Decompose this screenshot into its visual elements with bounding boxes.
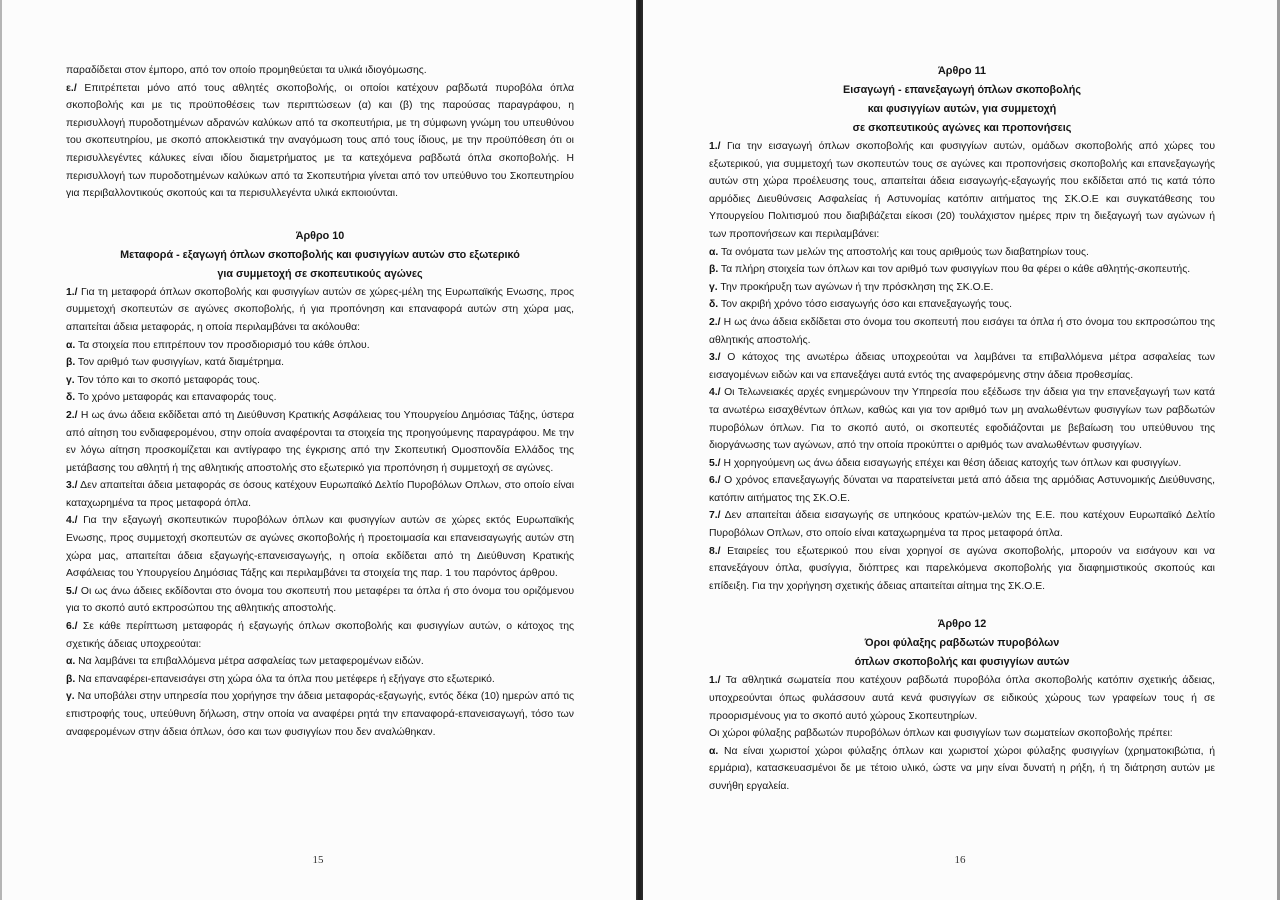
paragraph (66, 583, 574, 618)
paragraph-label: γ. (66, 691, 75, 703)
article-12-number: Άρθρο 12 (937, 618, 987, 631)
paragraph-label: 3./ (66, 480, 78, 492)
article-10-body (66, 284, 574, 741)
paragraph-label: δ. (66, 392, 76, 404)
paragraph-text: Τον τόπο και το σκοπό μεταφοράς τους. (74, 374, 260, 386)
article-12-body (709, 672, 1215, 795)
paragraph-text: Τα αθλητικά σωματεία που κατέχουν ραβδωτά πυροβόλα όπλα σκοποβολής κατόπιν σχετικής άδειας, υποχρεούνται όπως φυλάσσουν αυτά κενά φυσιγγίων σε ειδικούς χώρους των γραφείων τους ή σε προορισμένους για το σκοπό αυτό χώρους Σκοπευτηρίων. (709, 675, 1215, 722)
paragraph-label: 1./ (709, 675, 721, 687)
paragraph-label: 6./ (709, 475, 721, 487)
article-title-line: Μεταφορά - εξαγωγή όπλων σκοποβολής και φυσιγγίων αυτών στο εξωτερικό (120, 248, 520, 261)
page-number-right: 16 (954, 854, 966, 866)
paragraph (66, 372, 574, 390)
paragraph-label: 4./ (66, 515, 78, 527)
paragraph-text: Να υποβάλει στην υπηρεσία που χορήγησε την άδεια μεταφοράς-εξαγωγής, εντός δέκα (10) ημερών από τις επιστροφής τους, υπεύθυνη δήλωση, στην οποία να αναφέρει ρητά την επαναφορά-επανεισαγωγή, τόσο των αναφερομένων στην άδεια όπλων, όσο και των φυσιγγίων που δεν αναλώθηκαν. (66, 691, 574, 738)
paragraph-text: Οι χώροι φύλαξης ραβδωτών πυροβόλων όπλων και φυσιγγίων των σωματείων σκοποβολής πρέπει: (709, 728, 1173, 740)
paragraph-text: Οι Τελωνειακές αρχές ενημερώνουν την Υπηρεσία που εξέδωσε την άδεια για την επανεξαγωγή των κατά τα ανωτέρω εισαχθέντων όπλων, καθώς και για τον αριθμό των μη αναλωθέντων φυσιγγίων των ραβδωτών πυροβόλων όπλων. Για το σκοπό αυτό, οι σκοπευτές εφοδιάζονται με βεβαίωση του υπεύθυνου της διοργάνωσης των αγώνων, από την οποία προκύπτει ο αριθμός των αναλωθέντων φυσιγγίων. (709, 387, 1215, 452)
paragraph (66, 618, 574, 653)
paragraph-text: Τον ακριβή χρόνο τόσο εισαγωγής όσο και επανεξαγωγής τους. (718, 299, 1013, 311)
paragraph-text: Τα στοιχεία που επιτρέπουν τον προσδιορισμό του κάθε όπλου. (75, 339, 370, 351)
paragraph-text: Δεν απαιτείται άδεια εισαγωγής σε υπηκόους κρατών-μελών της Ε.Ε. που κατέχουν Ευρωπαϊκό Δελτίο Πυροβόλων Οπλων, στο οποίο είναι καταχωρημένα τα προς μεταφορά όπλα. (709, 510, 1215, 540)
paragraph-text: Να επαναφέρει-επανεισάγει στη χώρα όλα τα όπλα που μετέφερε ή εξήγαγε στο εξωτερικό. (75, 673, 495, 685)
article-title-line: Όροι φύλαξης ραβδωτών πυροβόλων (864, 637, 1060, 650)
paragraph-text: Η ως άνω άδεια εκδίδεται από τη Διεύθυνση Κρατικής Ασφάλειας του Υπουργείου Δημόσιας Τάξης, ύστερα από αίτηση του ενδιαφερομένου, στην οποία αναφέρονται τα στοιχεία της προηγούμενης παραγράφου. Με την εν λόγω αίτηση προσκομίζεται και αντίγραφο της έγκρισης από την Σκοπευτική Ομοσπονδία Ελλάδος της μετάβασης του αθλητή ή της αθλητικής αποστολής στο εξωτερικό για προπόνηση ή συμμετοχή σε αγώνες. (66, 409, 574, 474)
paragraph (66, 62, 574, 80)
paragraph (709, 725, 1215, 743)
paragraph-label: β. (66, 357, 76, 369)
paragraph-label: 5./ (66, 585, 78, 597)
paragraph (709, 543, 1215, 596)
paragraph-text: Την προκήρυξη των αγώνων ή την πρόσκληση της ΣΚ.Ο.Ε. (717, 281, 994, 293)
article-title-line: και φυσιγγίων αυτών, για συμμετοχή (867, 103, 1057, 115)
paragraph-label: 2./ (66, 409, 78, 421)
article-11-number: Άρθρο 11 (937, 65, 986, 77)
paragraph (709, 507, 1215, 542)
paragraph-text: Η χορηγούμενη ως άνω άδεια εισαγωγής επέχει και θέση άδειας κατοχής των όπλων και φυσιγγίων. (720, 457, 1182, 469)
article-12-title (709, 634, 1215, 672)
paragraph-text: Για την εισαγωγή όπλων σκοποβολής και φυσιγγίων αυτών, ομάδων σκοποβολής από χώρες του εξωτερικού, για συμμετοχή των σκοπευτών τους σε αγώνες και προπονήσεις σκοποβολής και επανεξαγωγής αυτών στη χώρα προέλευσης τους, απαιτείται άδεια εισαγωγής-εξαγωγής που εκδίδεται από τις κατά τόπο αρμόδιες Διευθύνσεις Ασφαλείας ή Αστυνομίας κατόπιν αιτήματος της ΣΚ.Ο.Ε και συγκατάθεσης του Υπουργείου Πολιτισμού που διαβιβάζεται είκοσι (20) τουλάχιστον ημέρες πριν τη διεξαγωγή των αγώνων ή των προπονήσεων και περιλαμβάνει: (709, 141, 1215, 240)
scan-edge-left (0, 0, 2, 900)
article-11-body (709, 138, 1215, 595)
paragraph-text: Για την εξαγωγή σκοπευτικών πυροβόλων όπλων και φυσιγγίων αυτών σε χώρες εκτός Ευρωπαϊκής Ενωσης, προς συμμετοχή σκοπευτών σε αγώνες σκοποβολής ή προετοιμασία και επανεισαγωγής αυτών στη χώρα μας, απαιτείται άδεια εξαγωγής-επανεισαγωγής, η οποία εκδίδεται από τη Διεύθυνση Κρατικής Ασφάλειας του Υπουργείου Δημόσιας Τάξης και περιλαμβάνει τα στοιχεία της παρ. 1 του παρόντος άρθρου. (66, 515, 574, 580)
paragraph-text: Σε κάθε περίπτωση μεταφοράς ή εξαγωγής όπλων σκοποβολής και φυσιγγίων αυτών, ο κάτοχος της σχετικής άδειας υποχρεούται: (66, 621, 574, 650)
paragraph-text: Ο κάτοχος της ανωτέρω άδειας υποχρεούται να λαμβάνει τα επιβαλλόμενα μέτρα ασφαλείας των εισαγομένων ειδών και να επανεξάγει αυτά εντός της αναφερόμενης στην άδεια προθεσμίας. (709, 352, 1215, 381)
page-15 (0, 0, 636, 900)
paragraph (66, 284, 574, 337)
article-10-title (66, 246, 574, 284)
paragraph (66, 653, 574, 671)
page-number-left: 15 (312, 854, 324, 866)
paragraph-label: ε./ (66, 82, 77, 94)
paragraph-text: Τον αριθμό των φυσιγγίων, κατά διαμέτρημα. (75, 357, 285, 369)
paragraph (709, 455, 1215, 473)
paragraph (66, 671, 574, 689)
paragraph (709, 384, 1215, 454)
paragraph (66, 477, 574, 512)
paragraph-text: Να λαμβάνει τα επιβαλλόμενα μέτρα ασφαλείας των μεταφερομένων ειδών. (75, 656, 424, 668)
paragraph-label: 1./ (709, 141, 721, 152)
paragraph (66, 354, 574, 372)
paragraph-text: παραδίδεται στον έμπορο, από τον οποίο προμηθεύεται τα υλικά ιδιογόμωσης. (66, 65, 427, 76)
paragraph-label: 7./ (709, 510, 721, 522)
paragraph-text: Να είναι χωριστοί χώροι φύλαξης όπλων και χωριστοί χώροι φύλαξης φυσιγγίων (χρηματοκιβώτια, ή ερμάρια), κατασκευασμένοι δε με τέτοιο υλικό, ώστε να μην είναι δυνατή η ρήξη, ή τη διάτρηση αυτών με συνήθη εργαλεία. (709, 745, 1215, 792)
paragraph (66, 512, 574, 582)
paragraph-label: γ. (709, 281, 718, 293)
paragraph (709, 743, 1215, 796)
paragraph-label: 1./ (66, 286, 78, 298)
paragraph-label: γ. (66, 374, 75, 386)
paragraph (66, 337, 574, 355)
paragraph-label: β. (709, 264, 719, 276)
paragraph-text: Τα πλήρη στοιχεία των όπλων και τον αριθμό των φυσιγγίων που θα φέρει ο κάθε αθλητής-σκοπευτής. (718, 264, 1191, 276)
paragraph (66, 688, 574, 741)
article-title-line: όπλων σκοποβολής και φυσιγγίων αυτών (854, 656, 1070, 669)
paragraph-text: Για τη μεταφορά όπλων σκοποβολής και φυσιγγίων αυτών σε χώρες-μέλη της Ευρωπαϊκής Ενωσης, προς συμμετοχή σκοπευτών σε αγώνες σκοποβολής, ή για προπόνηση και επαναφορά αυτών στη χώρα μας, απαιτείται άδεια μεταφοράς, η οποία περιλαμβάνει τα ακόλουθα: (66, 286, 574, 333)
article-title-line: Εισαγωγή - επανεξαγωγή όπλων σκοποβολής (843, 84, 1081, 96)
paragraph (66, 407, 574, 477)
article-title-line: σε σκοπευτικούς αγώνες και προπονήσεις (852, 122, 1072, 134)
paragraph-label: δ. (709, 299, 719, 311)
paragraph (66, 80, 574, 203)
paragraph-label: α. (709, 246, 719, 258)
paragraph-label: α. (66, 656, 76, 668)
paragraph (66, 389, 574, 407)
article-10-number: Άρθρο 10 (295, 229, 345, 242)
paragraph (709, 296, 1215, 314)
paragraph-text: Η ως άνω άδεια εκδίδεται στο όνομα του σκοπευτή που εισάγει τα όπλα ή στο όνομα του εκπροσώπου της αθλητικής αποστολής. (709, 316, 1215, 346)
paragraph-label: 8./ (709, 545, 721, 557)
paragraph-label: α. (66, 339, 76, 351)
paragraph-label: β. (66, 673, 76, 685)
left-intro-block (66, 62, 574, 203)
paragraph (709, 279, 1215, 297)
paragraph-text: Εταιρείες του εξωτερικού που είναι χορηγοί σε αγώνα σκοποβολής, μπορούν να εισάγουν και να επανεξάγουν όπλα, φυσίγγια, διόπτρες και παρελκόμενα σκοποβολής για διαφημιστικούς σκοπούς και επίδειξη. Για την χορήγηση σχετικής άδειας απαιτείται αίτημα της ΣΚ.Ο.Ε. (709, 545, 1215, 592)
paragraph-label: α. (709, 745, 719, 757)
paragraph (709, 314, 1215, 349)
paragraph (709, 138, 1215, 244)
paragraph-label: 4./ (709, 387, 721, 399)
paragraph-label: 6./ (66, 621, 78, 633)
paragraph-text: Τα ονόματα των μελών της αποστολής και τους αριθμούς των διαβατηρίων τους. (718, 246, 1089, 258)
paragraph-text: Επιτρέπεται μόνο από τους αθλητές σκοποβολής, οι οποίοι κατέχουν ραβδωτά πυροβόλα όπλα σκοποβολής και με τις προϋποθέσεις των περιπτώσεων (α) και (β) της παρούσας παραγράφου, η περισυλλογή πυροδοτημένων αδρανών καλύκων από τα σκοπευτήρια, με τη σύμφωνη γνώμη του υπευθύνου του σκοπευτηρίου, με σκοπό αποκλειστικά την αναγόμωση τους από τους ίδιους, με την προϋπόθεση ότι οι περισυλλεγέντες κάλυκες είναι ιδίου διαμετρήματος με τα κατεχόμενα ραβδωτά όπλα σκοποβολής. Η περισυλλογή των πυροδοτημένων καλύκων από τα Σκοπευτήρια γίνεται από τον υπεύθυνο του Σκοπευτηρίου για περιβαλλοντικούς σκοπούς και τα περισυλλεγέντα υλικά εκποιούνται. (66, 82, 574, 200)
paragraph-text: Το χρόνο μεταφοράς και επαναφοράς τους. (75, 392, 277, 404)
paragraph-text: Δεν απαιτείται άδεια μεταφοράς σε όσους κατέχουν Ευρωπαϊκό Δελτίο Πυροβόλων Οπλων, στο οποίο είναι καταχωρημένα τα προς μεταφορά όπλα. (66, 480, 574, 509)
paragraph-text: Ο χρόνος επανεξαγωγής δύναται να παρατείνεται μετά από άδεια της αρμόδιας Αστυνομικής Διεύθυνσης, κατόπιν αιτήματος της ΣΚ.Ο.Ε. (709, 475, 1215, 504)
article-title-line: για συμμετοχή σε σκοπευτικούς αγώνες (217, 267, 423, 280)
page-16 (643, 0, 1277, 900)
article-11-title (709, 81, 1215, 138)
paragraph (709, 349, 1215, 384)
paragraph-label: 3./ (709, 352, 721, 364)
paragraph (709, 472, 1215, 507)
paragraph (709, 672, 1215, 725)
paragraph-label: 5./ (709, 457, 721, 469)
book-gutter (636, 0, 643, 900)
paragraph-label: 2./ (709, 316, 721, 328)
paragraph (709, 261, 1215, 279)
paragraph-text: Οι ως άνω άδειες εκδίδονται στο όνομα του σκοπευτή που μεταφέρει τα όπλα ή στο όνομα του οριζόμενου για το σκοπό αυτό εκπροσώπου της αθλητικής αποστολής. (66, 585, 574, 615)
paragraph (709, 244, 1215, 262)
